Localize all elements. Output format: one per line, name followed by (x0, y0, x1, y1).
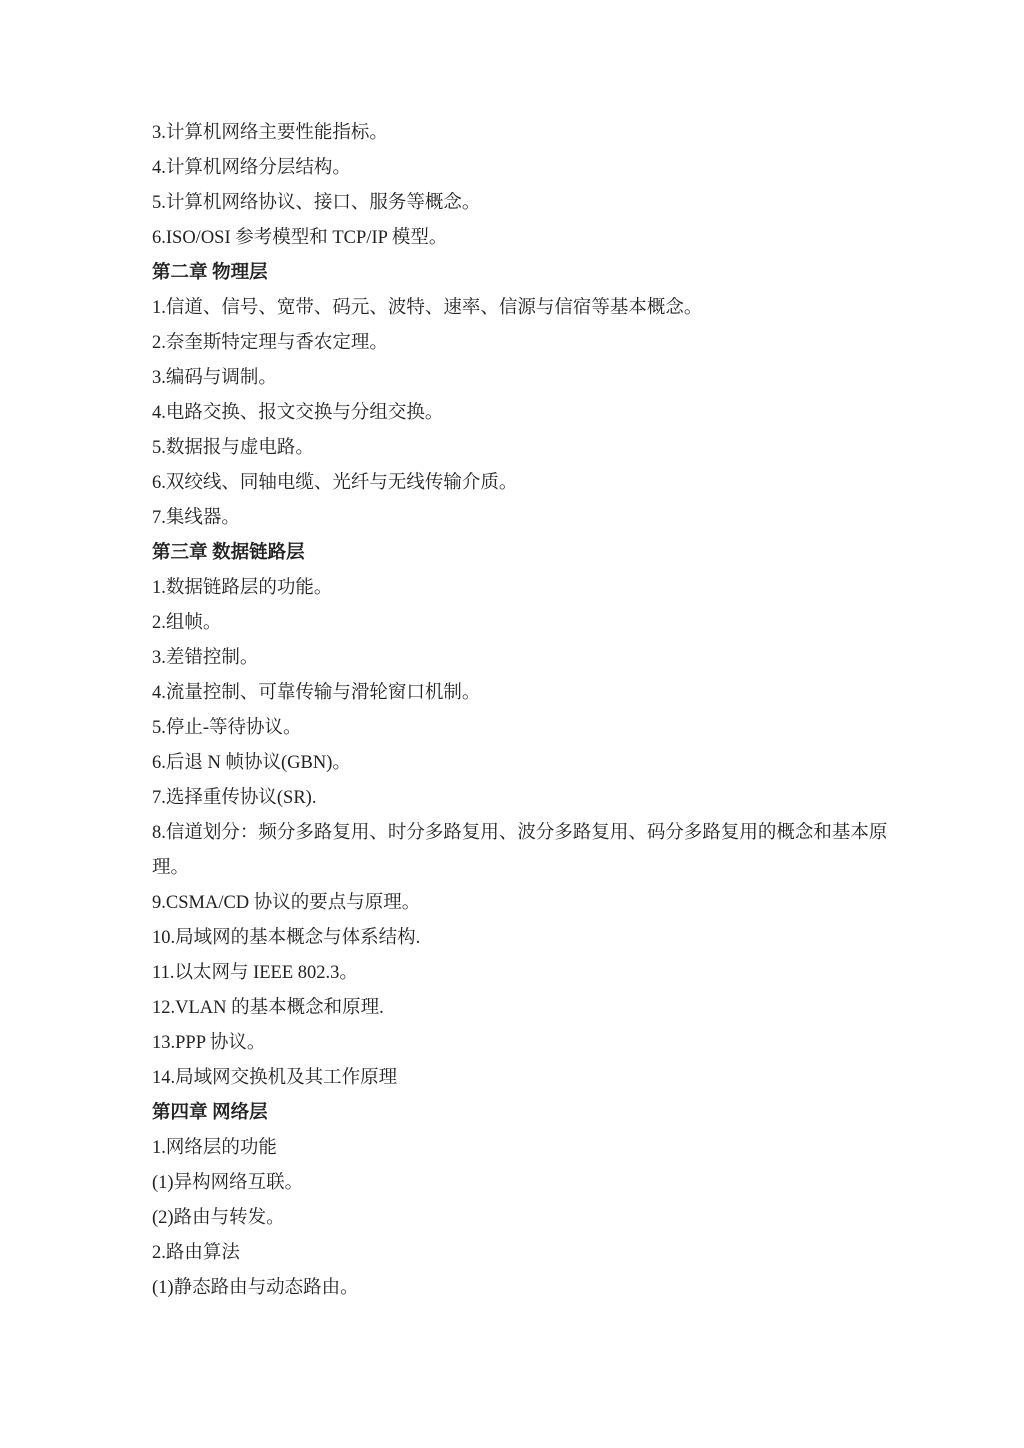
syllabus-line: 2.组帧。 (152, 613, 222, 633)
syllabus-line: 9.CSMA/CD 协议的要点与原理。 (152, 893, 421, 913)
syllabus-text-block (152, 116, 888, 1306)
syllabus-line: 5.停止-等待协议。 (152, 718, 302, 738)
syllabus-line: 2.奈奎斯特定理与香农定理。 (152, 333, 388, 353)
syllabus-line: 7.集线器。 (152, 508, 240, 528)
syllabus-line: 4.电路交换、报文交换与分组交换。 (152, 403, 444, 423)
syllabus-line: 第四章 网络层 (152, 1103, 268, 1123)
syllabus-line: 2.路由算法 (152, 1243, 240, 1263)
syllabus-line: 5.数据报与虚电路。 (152, 438, 314, 458)
syllabus-line: 6.后退 N 帧协议(GBN)。 (152, 753, 351, 773)
syllabus-line: 3.编码与调制。 (152, 368, 277, 388)
syllabus-line: 理。 (152, 858, 190, 878)
syllabus-line: 1.网络层的功能 (152, 1138, 277, 1158)
syllabus-line: 3.差错控制。 (152, 648, 259, 668)
syllabus-line: 7.选择重传协议(SR). (152, 788, 317, 808)
syllabus-line: 6.双绞线、同轴电缆、光纤与无线传输介质。 (152, 473, 518, 493)
syllabus-line: 第二章 物理层 (152, 263, 268, 283)
syllabus-line: 第三章 数据链路层 (152, 543, 305, 563)
syllabus-line: 12.VLAN 的基本概念和原理. (152, 998, 384, 1018)
syllabus-line: 1.信道、信号、宽带、码元、波特、速率、信源与信宿等基本概念。 (152, 298, 703, 318)
syllabus-line: 8.信道划分：频分多路复用、时分多路复用、波分多路复用、码分多路复用的概念和基本原 (152, 823, 888, 843)
syllabus-line: 6.ISO/OSI 参考模型和 TCP/IP 模型。 (152, 228, 448, 248)
syllabus-line: (2)路由与转发。 (152, 1208, 285, 1228)
syllabus-line: 5.计算机网络协议、接口、服务等概念。 (152, 193, 481, 213)
syllabus-line: 10.局域网的基本概念与体系结构. (152, 928, 421, 948)
syllabus-line: 4.流量控制、可靠传输与滑轮窗口机制。 (152, 683, 481, 703)
syllabus-line: 13.PPP 协议。 (152, 1033, 266, 1053)
syllabus-line: 4.计算机网络分层结构。 (152, 158, 351, 178)
syllabus-line: (1)静态路由与动态路由。 (152, 1278, 359, 1298)
syllabus-line: 14.局域网交换机及其工作原理 (152, 1068, 398, 1088)
syllabus-line: 3.计算机网络主要性能指标。 (152, 123, 388, 143)
syllabus-line: 11.以太网与 IEEE 802.3。 (152, 963, 358, 983)
syllabus-line: (1)异构网络互联。 (152, 1173, 304, 1193)
syllabus-line: 1.数据链路层的功能。 (152, 578, 333, 598)
